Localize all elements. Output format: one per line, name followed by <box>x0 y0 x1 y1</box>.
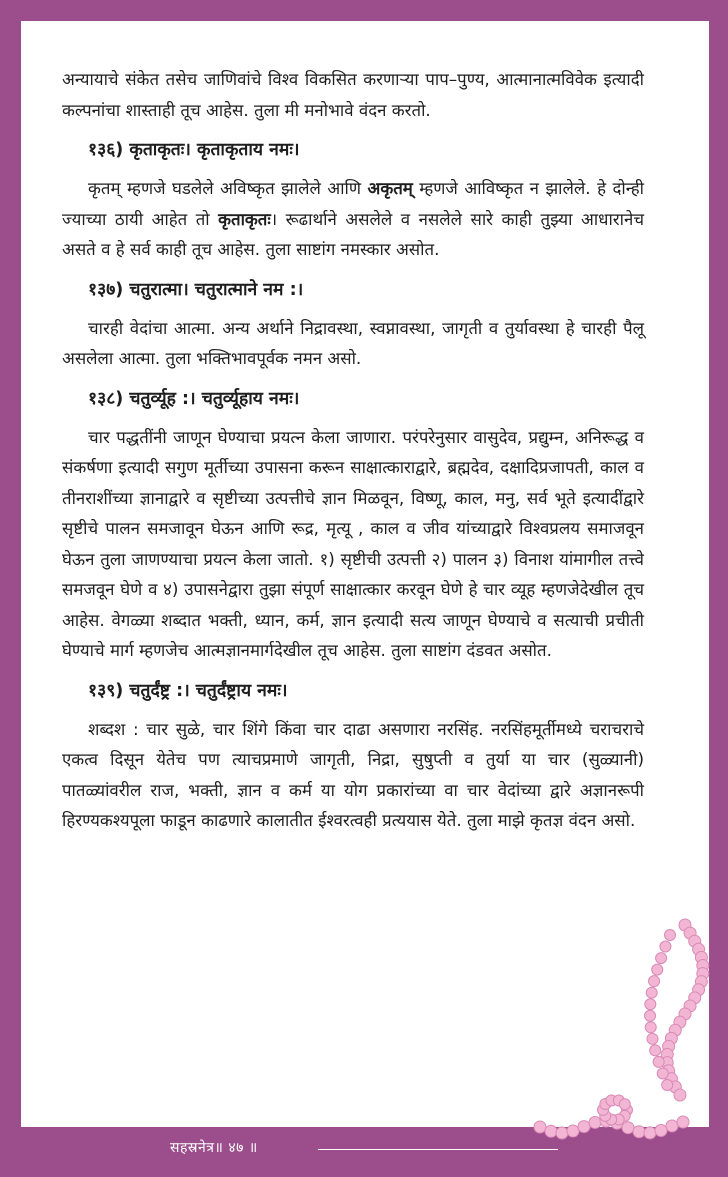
bead <box>556 1127 568 1139</box>
heading-139: १३९) चतुर्दंष्ट्र :। चतुर्दंष्ट्राय नमः। <box>88 680 288 701</box>
bead <box>645 999 656 1010</box>
paragraph-136-part-1: कृतम् म्हणजे घडलेले अविष्कृत झालेले आणि <box>88 178 368 198</box>
page-footer: सहस्रनेत्र॥ ४७ ॥ <box>170 1140 258 1156</box>
bead <box>645 1022 656 1033</box>
bead <box>622 1122 634 1134</box>
heading-138: १३८) चतुर्व्यूह :। चतुर्व्यूहाय नमः। <box>88 388 300 409</box>
bead <box>646 987 657 998</box>
bead <box>633 1126 645 1138</box>
bead <box>674 1089 686 1101</box>
bead <box>662 1080 673 1091</box>
paragraph-136 <box>62 173 644 265</box>
paragraph-139: शब्दश : चार सुळे, चार शिंगे किंवा चार दाढा असणारा नरसिंह. नरसिंहमूर्तीमध्ये चराचराचे एकत्व दिसून येतेच पण त्याचप्रमाणे जागृती, निद्रा, सुषुप्ती व तुर्या या चार (सुळ्यानी) पातळ्यांवरील राज, भक्ती, ज्ञान व कर्म या योग प्रकारांच्या वा चार वेदांच्या द्वारे अज्ञानरूपी हिरण्यकश्यपूला फाडून काढणारे कालातीत ईश्वरत्वही प्रत्ययास येते. तुला माझे कृतज्ञ वंदन असो. <box>62 718 644 830</box>
bead <box>657 1068 668 1079</box>
term-krutakrutah: कृताकृतः <box>218 208 271 229</box>
bead <box>545 1125 557 1137</box>
heading-136: १३६) कृताकृतः। कृताकृताय नमः। <box>88 140 300 160</box>
bead <box>656 953 667 964</box>
bead <box>650 1045 661 1056</box>
page-content <box>62 64 644 846</box>
bead <box>619 1099 630 1110</box>
bead <box>653 1056 664 1067</box>
prayer-beads-icon <box>520 905 720 1155</box>
heading-137: १३७) चतुरात्मा। चतुरात्माने नम :। <box>88 279 304 300</box>
bead <box>567 1125 579 1137</box>
paragraph-138: चार पद्धतींनी जाणून घेण्याचा प्रयत्न केला जाणारा. परंपरेनुसार वासुदेव, प्रद्युम्न, अनिरूद्ध व संकर्षणा इत्यादी सगुण मूर्तीच्या उपासना करून साक्षात्काराद्वारे, ब्रह्मदेव, दक्षादिप्रजापती, काल व तीनराशींच्या ज्ञानाद्वारे व सृष्टीच्या उत्पत्तीचे ज्ञान मिळवून, विष्णू, काल, मनु, सर्व भूते इत्यादींद्वारे सृष्टीचे पालन समजावून घेऊन आणि रूद्र, मृत्यू , काल व जीव यांच्याद्वारे विश्वप्रलय समाजवून घेऊन तुला जाणण्याचा प्रयत्न केला जातो. १) सृष्टीची उत्पत्ती २) पालन ३) विनाश यांमागील तत्त्वे समजवून घेणे व ४) उपासनेद्वारा तुझा संपूर्ण साक्षात्कार करवून घेणे हे चार व्यूह म्हणजेदेखील तूच आहेस. वेगळ्या शब्दात भक्ती, ध्यान, कर्म, ज्ञान इत्यादी सत्य जाणून घेण्याचे व सत्याची प्रचीती घेण्याचे मार्ग म्हणजेच आत्मज्ञानमार्गदेखील तूच आहेस. तुला साष्टांग दंडवत असोत. <box>62 426 644 660</box>
bead <box>578 1121 590 1133</box>
bead <box>677 1116 689 1128</box>
bead <box>666 1120 678 1132</box>
paragraph-137: चारही वेदांचा आत्मा. अन्य अर्थाने निद्रावस्था, स्वप्नावस्था, जागृती व तुर्यावस्था हे चारही पैलू असलेला आत्मा. तुला भक्तिभावपूर्वक नमन असो. <box>62 317 644 368</box>
bead <box>644 1127 656 1139</box>
bead <box>660 941 671 952</box>
bead <box>652 964 663 975</box>
intro-paragraph: अन्यायाचे संकेत तसेच जाणिवांचे विश्व विकसित करणाऱ्या पाप–पुण्य, आत्मानात्मविवेक इत्यादी कल्पनांचा शास्ताही तूच आहेस. तुला मी मनोभावे वंदन करतो. <box>62 69 644 120</box>
paragraph-136-part-2: म्हणजे आविष्कृत न झालेले. हे दोन्ही ज्याच्या ठायी आहेत तो <box>62 178 644 229</box>
bead <box>534 1121 546 1133</box>
paragraph-136-part-3: । रूढार्थाने असलेले व नसलेले सारे काही तुझ्या आधारानेच असते व हे सर्व काही तूच आहेस. तुला साष्टांग नमस्कार असोत. <box>62 208 644 259</box>
term-akrutam: अकृतम् <box>367 178 413 198</box>
bead <box>589 1116 601 1128</box>
bead <box>655 1125 667 1137</box>
bead <box>649 976 660 987</box>
bead <box>647 1033 658 1044</box>
bead <box>645 1010 656 1021</box>
bead <box>665 930 676 941</box>
